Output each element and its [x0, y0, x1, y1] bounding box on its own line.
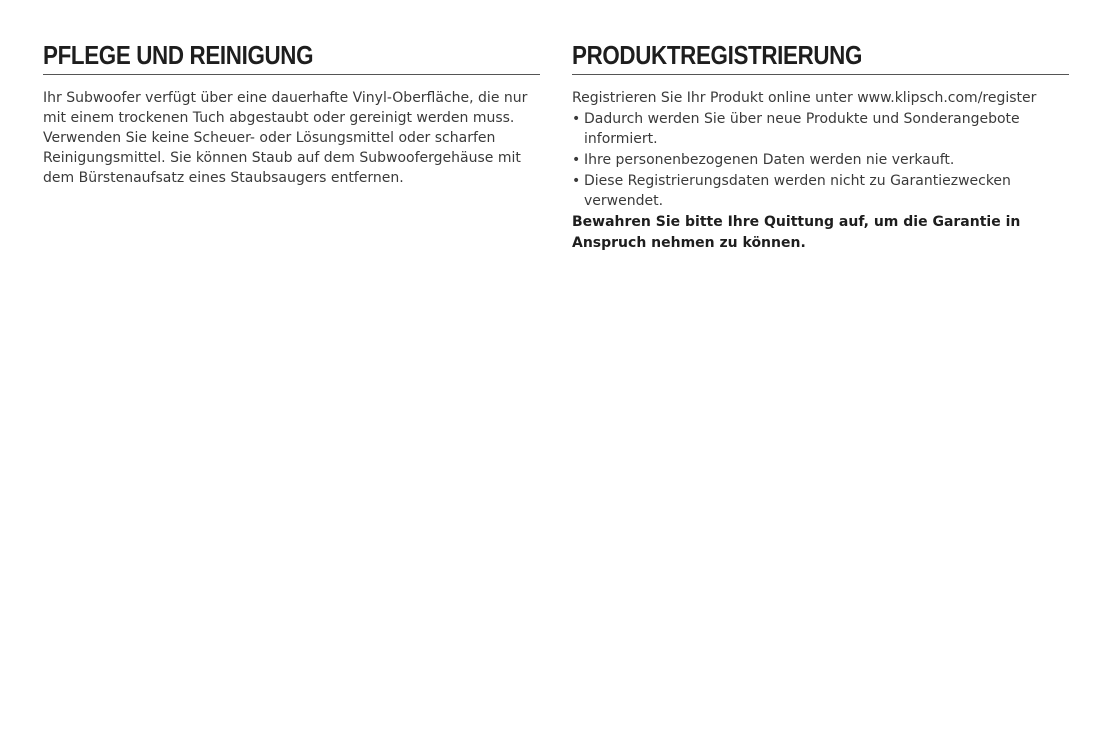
care-paragraph: Ihr Subwoofer verfügt über eine dauerhafte Vinyl-Oberfläche, die nur mit einem trockenen Tuch abgestaubt oder gereinigt werden muss. Verwenden Sie keine Scheuer- oder Lösungsmittel oder scharfen Reinigungsmittel. Sie können Staub auf dem Subwoofergehäuse mit dem Bürstenaufsatz eines Staubsaugers entfernen.: [43, 90, 528, 186]
care-heading: PFLEGE UND REINIGUNG: [43, 40, 314, 70]
registration-bullet-list: [572, 109, 1069, 211]
registration-heading-divider: [572, 74, 1069, 75]
care-section: [43, 38, 540, 188]
registration-heading: PRODUKTREGISTRIERUNG: [572, 40, 863, 70]
care-heading-divider: [43, 74, 540, 75]
bullet-item-warranty: • Diese Registrierungsdaten werden nicht zu Garantiezwecken verwendet.: [572, 171, 1069, 211]
registration-section: [572, 38, 1069, 268]
bullet-item-privacy: • Ihre personenbezogenen Daten werden nie verkauft.: [572, 150, 1069, 170]
receipt-note: Bewahren Sie bitte Ihre Quittung auf, um die Garantie in Anspruch nehmen zu können.: [572, 214, 1021, 251]
registration-intro: Registrieren Sie Ihr Produkt online unter www.klipsch.com/register: [572, 90, 1037, 106]
bullet-item-news: • Dadurch werden Sie über neue Produkte und Sonderangebote informiert.: [572, 109, 1069, 149]
